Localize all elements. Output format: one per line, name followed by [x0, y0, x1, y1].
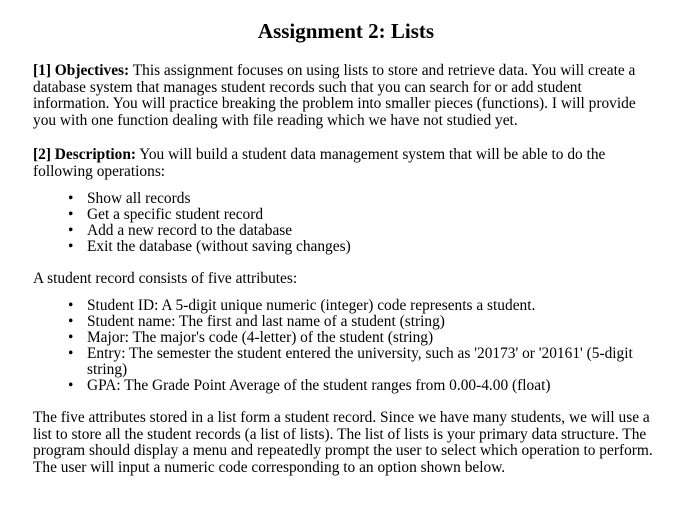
list-item — [68, 313, 659, 331]
objectives-label: [1] Objectives: — [33, 62, 130, 79]
description-paragraph — [33, 147, 659, 180]
operation-text: Get a specific student record — [87, 205, 264, 223]
bullet-icon: • — [68, 205, 74, 223]
operation-text: Add a new record to the database — [87, 221, 293, 239]
attribute-text: Major: The major's code (4-letter) of the student (string) — [87, 329, 434, 347]
objectives-text: This assignment focuses on using lists to store and retrieve data. You will create a database system that manages student records such that you can search for or add student information. You will practice breaking the problem into smaller pieces (functions). I will provide you with one function dealing with file reading which we have not studied yet. — [33, 62, 636, 129]
attribute-text: Entry: The semester the student entered the university, such as '20173' or '20161' (5-digit string) — [87, 345, 633, 379]
list-item — [68, 189, 659, 207]
bullet-icon: • — [68, 345, 74, 363]
attribute-text: Student ID: A 5-digit unique numeric (integer) code represents a student. — [87, 297, 536, 315]
list-item — [68, 329, 659, 347]
description-label: [2] Description: — [33, 146, 137, 164]
record-intro-paragraph: A student record consists of five attributes: — [33, 269, 298, 287]
operation-text: Show all records — [87, 189, 191, 207]
document-title: Assignment 2: Lists — [257, 19, 435, 43]
bullet-icon: • — [68, 189, 74, 207]
attribute-text: Student name: The first and last name of a student (string) — [87, 313, 445, 331]
list-item — [68, 221, 659, 239]
bullet-icon: • — [68, 297, 74, 315]
bullet-icon: • — [68, 237, 74, 255]
bullet-icon: • — [68, 313, 74, 331]
bullet-icon: • — [68, 329, 74, 347]
list-item — [68, 205, 659, 223]
description-text: You will build a student data management system that will be able to do the following operations: — [33, 146, 606, 180]
operation-text: Exit the database (without saving changes) — [87, 237, 351, 255]
list-item — [68, 377, 659, 395]
list-item — [68, 237, 659, 255]
list-item — [68, 297, 659, 315]
operations-list — [33, 191, 659, 255]
attributes-list — [33, 298, 659, 394]
bullet-icon: • — [68, 377, 74, 395]
objectives-paragraph — [33, 63, 659, 129]
list-item — [68, 345, 659, 379]
closing-paragraph: The five attributes stored in a list form a student record. Since we have many students, we will use a list to store all the student records (a list of lists). The list of lists is your primary data structure. The program should display a menu and repeatedly prompt the user to select which operation to perform. The user will input a numeric code corresponding to an option shown below. — [33, 409, 653, 476]
attribute-text: GPA: The Grade Point Average of the student ranges from 0.00-4.00 (float) — [87, 377, 551, 395]
bullet-icon: • — [68, 221, 74, 239]
